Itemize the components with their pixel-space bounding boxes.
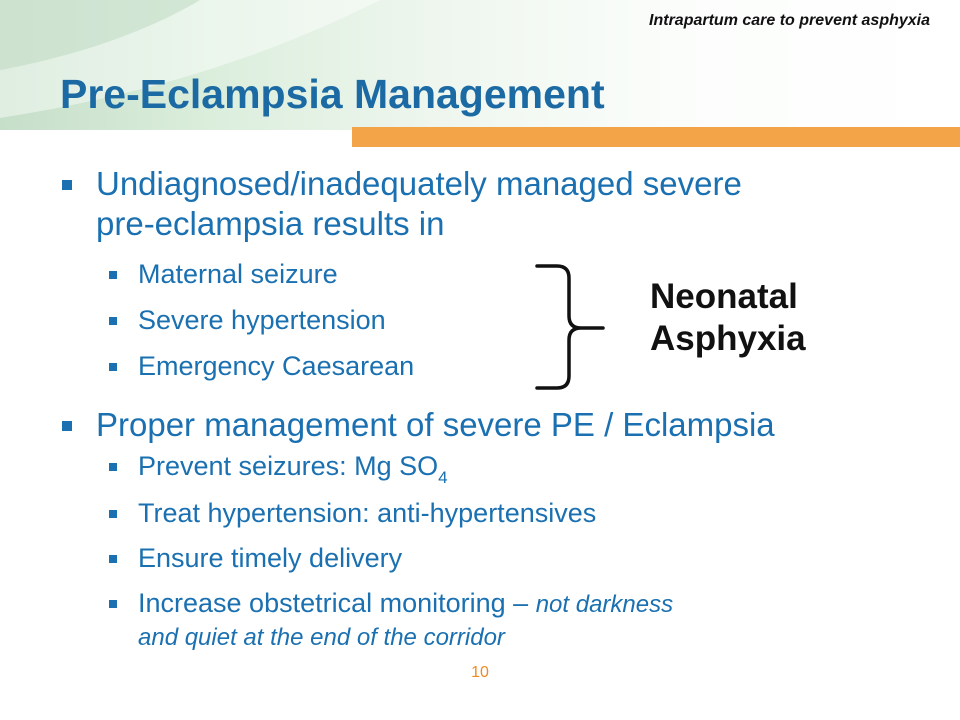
sub-bullet-label: Treat hypertension: anti-hypertensives [138,498,597,528]
sub-bullet-label: Severe hypertension [138,305,386,335]
accent-bar [352,127,960,147]
sub-bullet-label: Increase obstetrical monitoring – [138,588,536,618]
bullet-square-icon [109,555,117,563]
monitoring-note: not darkness [535,591,674,618]
sub-bullet-label: Ensure timely delivery [138,543,403,573]
monitoring-note-continued: and quiet at the end of the corridor [138,623,505,651]
bullet-square-icon [62,180,72,190]
sub-bullet-treat-hypertension [138,497,596,530]
sub-bullet-prevent-seizures [138,450,448,487]
page-number: 10 [471,664,489,681]
sub-bullet-label: Emergency Caesarean [138,351,415,381]
sub-bullet-label: Prevent seizures: Mg SO [138,451,439,481]
bullet-square-icon [109,600,117,608]
sub-bullet-timely-delivery [138,542,402,575]
curly-brace-icon [535,262,615,392]
outcome-line1: Neonatal [650,277,798,316]
slide-title: Pre-Eclampsia Management [60,71,605,117]
sub-bullet-severe-hypertension [138,304,386,337]
bullet-square-icon [109,317,117,325]
bullet-proper-management [96,405,775,445]
neonatal-asphyxia-label [650,276,806,360]
bullet-square-icon [109,510,117,518]
subscript-four: 4 [438,468,448,487]
bullet-undiagnosed-line1: Undiagnosed/inadequately managed severe [96,165,742,202]
sub-bullet-maternal-seizure [138,258,338,291]
bullet-square-icon [62,421,72,431]
header-kicker: Intrapartum care to prevent asphyxia [649,12,930,29]
bullet-square-icon [109,363,117,371]
bullet-undiagnosed [96,164,742,245]
sub-bullet-label: Maternal seizure [138,259,338,289]
bullet-undiagnosed-line2: pre-eclampsia results in [96,205,445,243]
sub-bullet-monitoring [138,587,673,653]
sub-bullet-emergency-caesarean [138,350,414,383]
bullet-proper-management-text: Proper management of severe PE / Eclampsia [96,406,775,443]
bullet-square-icon [109,271,117,279]
outcome-line2: Asphyxia [650,319,806,358]
bullet-square-icon [109,463,117,471]
